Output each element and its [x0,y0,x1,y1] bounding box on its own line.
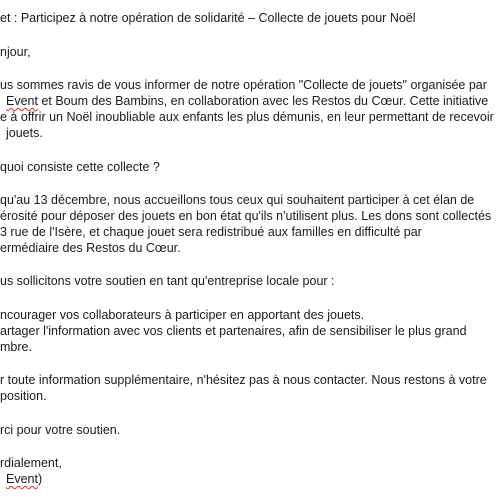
details-line-2: érosité pour déposer des jouets en bon état qu'ils n'utilisent plus. Les dons sont collectés [0,209,492,223]
signature-line [0,471,42,487]
question-heading: quoi consiste cette collecte ? [0,160,160,174]
greeting: njour, [0,45,31,59]
thanks-line: rci pour votre soutien. [0,423,121,437]
details-line-4: ermédiaire des Restos du Cœur. [0,241,181,255]
details-line-1: qu'au 13 décembre, nous accueillons tous ceux qui souhaitent participer à cet élan de [0,193,475,207]
contact-line-2: position. [0,389,47,403]
intro-line-2-rest: et Boum des Bambins, en collaboration avec les Restos du Cœur. Cette initiative [37,94,489,108]
support-item-2-continued: mbre. [0,340,32,354]
support-intro: us sollicitons votre soutien en tant qu'entreprise locale pour : [0,274,335,288]
signature-suffix: ) [37,472,43,486]
contact-line-1: r toute information supplémentaire, n'hésitez pas à nous contacter. Nous restons à votre [0,373,487,387]
intro-line-3: e à offrir un Noël inoubliable aux enfants les plus démunis, en leur permettant de recevoir [0,110,494,124]
intro-line-1: us sommes ravis de vous informer de notre opération "Collecte de jouets" organisée par [0,78,487,92]
brand-name-misspelled[interactable]: Event [6,94,38,108]
support-item-1: ncourager vos collaborateurs à participer en apportant des jouets. [0,308,365,322]
support-item-2: artager l'information avec vos clients et partenaires, afin de sensibiliser le plus grand [0,324,467,338]
closing-line: rdialement, [0,456,62,470]
details-line-3: 3 rue de l'Isère, et chaque jouet sera redistribué aux familles en difficulté par [0,225,422,239]
subject-line: et : Participez à notre opération de solidarité – Collecte de jouets pour Noël [0,11,416,25]
intro-line-4: jouets. [6,126,43,140]
intro-line-2 [0,93,488,109]
signature-brand-misspelled[interactable]: Event [6,472,38,486]
